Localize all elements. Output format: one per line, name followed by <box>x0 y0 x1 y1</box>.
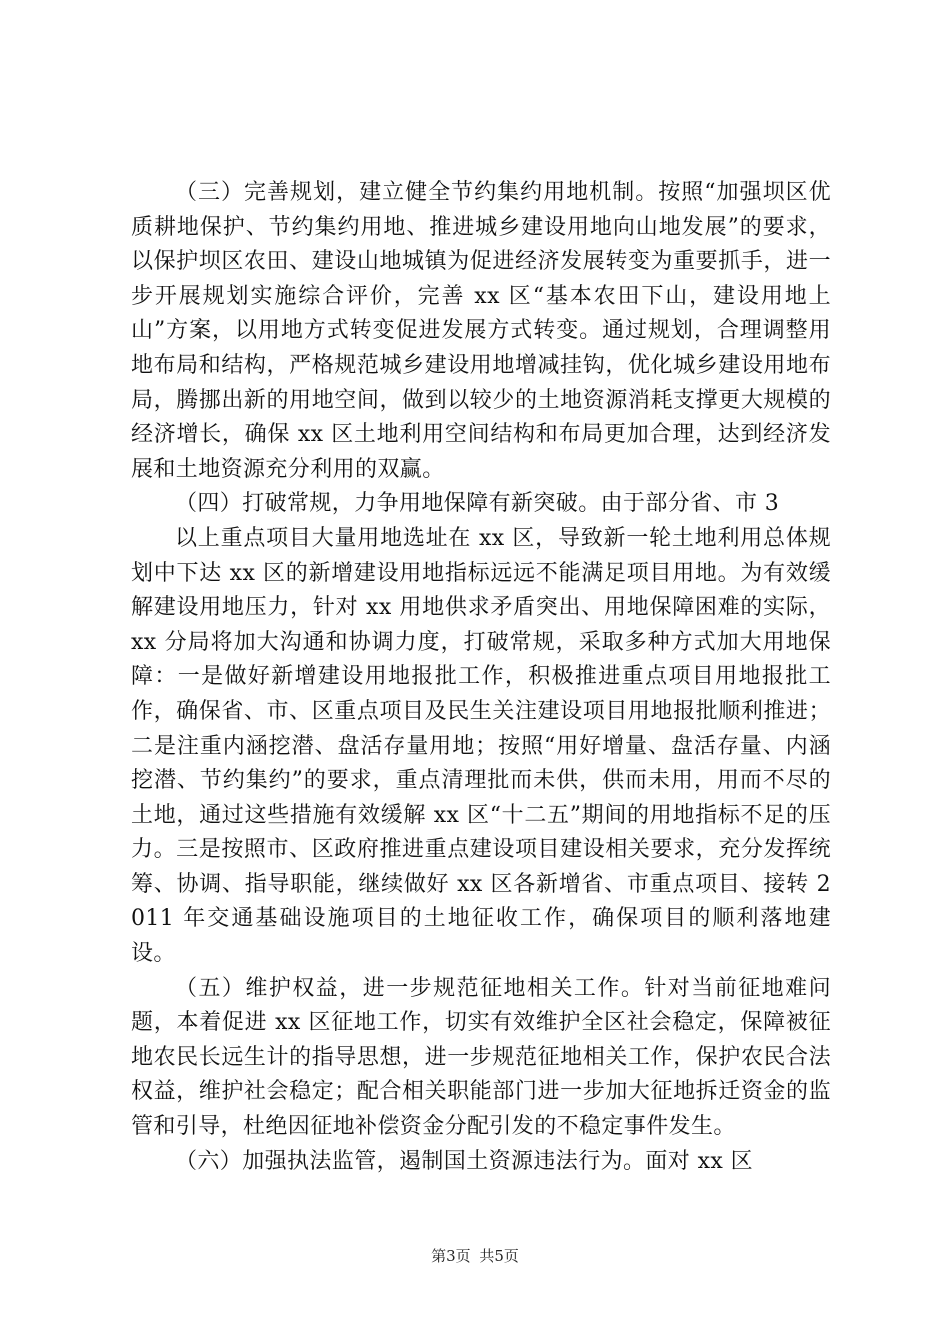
paragraph-section-5: （五）维护权益，进一步规范征地相关工作。针对当前征地难问题，本着促进 xx 区征地工作，切实有效维护全区社会稳定，保障被征地农民长远生计的指导思想，进一步规范征地相关工作，保护农民合法权益，维护社会稳定；配合相关职能部门进一步加大征地拆迁资金的监管和引导，杜绝因征地补偿资金分配引发的不稳定事件发生。 <box>131 975 831 1140</box>
page-number: 第3页 <box>431 1247 471 1265</box>
page-footer <box>0 1246 950 1266</box>
paragraph-section-6: （六）加强执法监管，遏制国土资源违法行为。面对 xx 区 <box>175 1148 754 1174</box>
paragraph-section-4-continued: 以上重点项目大量用地选址在 xx 区，导致新一轮土地利用总体规划中下达 xx 区的新增建设用地指标远远不能满足项目用地。为有效缓解建设用地压力，针对 xx 用地供求矛盾突出、用地保障困难的实际，xx 分局将加大沟通和协调力度，打破常规，采取多种方式加大用地保障：一是做好新增建设用地报批工作，积极推进重点项目用地报批工作，确保省、市、区重点项目及民生关注建设项目用地报批顺利推进；二是注重内涵挖潜、盘活存量用地；按照“用好增量、盘活存量、内涵挖潜、节约集约”的要求，重点清理批而未供，供而未用，用而不尽的土地，通过这些措施有效缓解 xx 区“十二五”期间的用地指标不足的压力。三是按照市、区政府推进重点建设项目建设相关要求，充分发挥统筹、协调、指导职能，继续做好 xx 区各新增省、市重点项目、接转 2011 年交通基础设施项目的土地征收工作，确保项目的顺利落地建设。 <box>131 525 831 967</box>
total-pages: 共5页 <box>479 1247 519 1265</box>
paragraph-section-3: （三）完善规划，建立健全节约集约用地机制。按照“加强坝区优质耕地保护、节约集约用地、推进城乡建设用地向山地发展”的要求，以保护坝区农田、建设山地城镇为促进经济发展转变为重要抓手，进一步开展规划实施综合评价，完善 xx 区“基本农田下山，建设用地上山”方案，以用地方式转变促进发展方式转变。通过规划，合理调整用地布局和结构，严格规范城乡建设用地增减挂钩，优化城乡建设用地布局，腾挪出新的用地空间，做到以较少的土地资源消耗支撑更大规模的经济增长，确保 xx 区土地利用空间结构和布局更加合理，达到经济发展和土地资源充分利用的双赢。 <box>131 180 831 482</box>
document-body <box>131 176 831 1179</box>
paragraph-section-4: （四）打破常规，力争用地保障有新突破。由于部分省、市 3 <box>175 491 780 517</box>
